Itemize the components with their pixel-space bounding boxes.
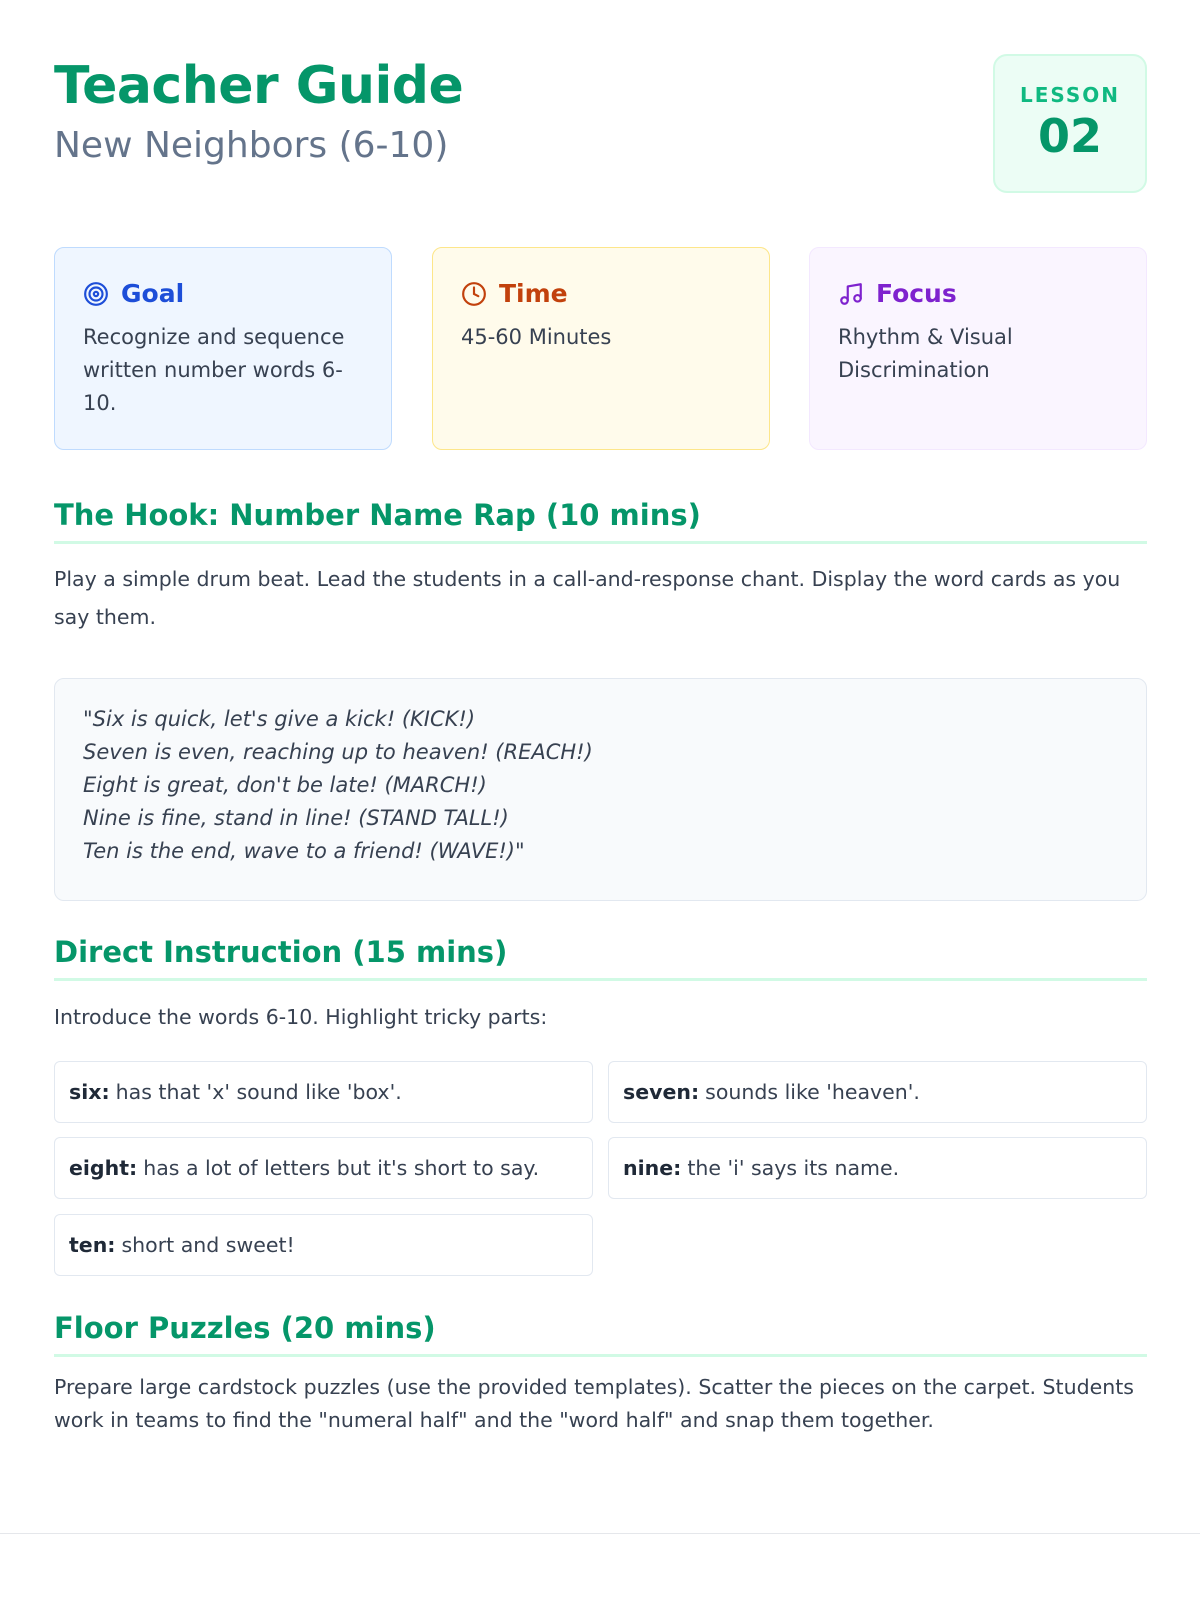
word-label: six: xyxy=(69,1080,110,1104)
target-icon xyxy=(83,281,109,307)
lesson-label: LESSON xyxy=(1019,83,1121,107)
word-tip-eight xyxy=(54,1137,593,1199)
word-label: ten: xyxy=(69,1233,116,1257)
word-tip-ten xyxy=(54,1214,593,1276)
goal-card-header xyxy=(83,278,363,310)
word-tip-six xyxy=(54,1061,593,1123)
goal-body: Recognize and sequence written number words 6-10. xyxy=(83,325,345,415)
word-label: seven: xyxy=(623,1080,700,1104)
hook-intro: Play a simple drum beat. Lead the students in a call-and-response chant. Display the word cards as you say them. xyxy=(54,567,1121,629)
page-header xyxy=(54,50,1147,200)
lesson-number: 02 xyxy=(1037,109,1102,163)
puzzles-section-title: Floor Puzzles (20 mins) xyxy=(54,1308,1147,1357)
word-note: short and sweet! xyxy=(121,1233,295,1257)
info-cards xyxy=(54,247,1147,450)
page-subtitle: New Neighbors (6-10) xyxy=(54,125,449,166)
time-body: 45-60 Minutes xyxy=(461,325,612,349)
time-card-header xyxy=(461,278,741,310)
music-note-icon xyxy=(838,281,864,307)
goal-title: Goal xyxy=(121,279,185,308)
focus-card xyxy=(809,247,1147,450)
focus-body: Rhythm & Visual Discrimination xyxy=(838,325,1013,382)
time-card xyxy=(432,247,770,450)
instruction-intro: Introduce the words 6-10. Highlight tricky parts: xyxy=(54,1005,548,1029)
teacher-guide-page xyxy=(54,50,1147,1432)
word-note: sounds like 'heaven'. xyxy=(705,1080,920,1104)
puzzles-body: Prepare large cardstock puzzles (use the provided templates). Scatter the pieces on the carpet. Students work in teams to find the "numeral half" and the "word half" and snap them together. xyxy=(54,1375,1134,1432)
rap-lyrics-box xyxy=(54,678,1147,901)
instruction-section-title: Direct Instruction (15 mins) xyxy=(54,932,1147,981)
word-note: the 'i' says its name. xyxy=(687,1156,900,1180)
word-tip-seven xyxy=(608,1061,1147,1123)
rap-line: Eight is great, don't be late! (MARCH!) xyxy=(83,773,487,797)
lesson-badge xyxy=(993,54,1147,193)
rap-line: Seven is even, reaching up to heaven! (REACH!) xyxy=(83,740,593,764)
word-note: has a lot of letters but it's short to say. xyxy=(143,1156,540,1180)
word-note: has that 'x' sound like 'box'. xyxy=(115,1080,402,1104)
rap-line: Ten is the end, wave to a friend! (WAVE!)" xyxy=(83,839,525,863)
page-title: Teacher Guide xyxy=(54,56,464,116)
footer-divider xyxy=(0,1533,1200,1534)
hook-section-title: The Hook: Number Name Rap (10 mins) xyxy=(54,495,1147,544)
word-label: nine: xyxy=(623,1156,682,1180)
focus-card-header xyxy=(838,278,1118,310)
goal-card xyxy=(54,247,392,450)
rap-line: Nine is fine, stand in line! (STAND TALL!) xyxy=(83,806,509,830)
rap-line: "Six is quick, let's give a kick! (KICK!) xyxy=(83,707,476,731)
word-label: eight: xyxy=(69,1156,138,1180)
focus-title: Focus xyxy=(876,279,957,308)
word-tip-nine xyxy=(608,1137,1147,1199)
time-title: Time xyxy=(499,279,568,308)
clock-icon xyxy=(461,281,487,307)
